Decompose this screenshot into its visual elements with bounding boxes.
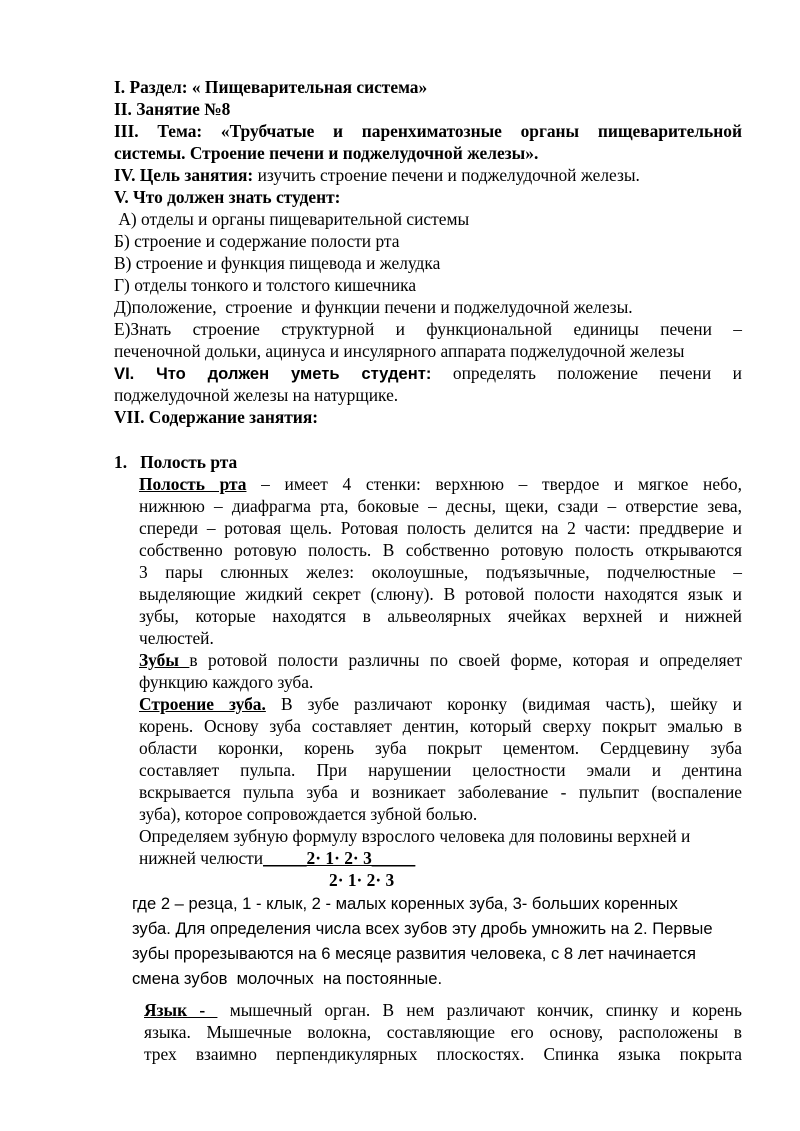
section-1-title: 1. Полость рта [114,452,238,472]
tooth-formula: нижней челюсти_____2· 1· 2· 3_____ [139,848,416,868]
formula-denominator: 2· 1· 2· 3 [329,870,395,890]
paragraph-line: выделяющие жидкий секрет (слюну). В ротовой полости находятся язык и [139,584,742,604]
content-heading: VII. Содержание занятия: [114,407,319,427]
paragraph-line: собственно ротовую полость. В собственно ротовую полость открываются [139,540,742,560]
paragraph-line: 3 пары слюнных желез: околоушные, подъязычные, подчелюстные – [139,562,742,582]
skills-line-2: поджелудочной железы на натурщике. [114,385,399,405]
skills-line: VI. Что должен уметь студент: определять положение печени и [114,363,742,383]
lesson-number: II. Занятие №8 [114,99,231,119]
paragraph-line: зуба), которое сопровождается зубной болью. [139,804,478,824]
legend-line: смена зубов молочных на постоянные. [132,969,443,988]
lesson-goal: IV. Цель занятия: изучить строение печени и поджелудочной железы. [114,165,640,185]
section-heading: I. Раздел: « Пищеварительная система» [114,77,428,97]
paragraph-line: спереди – ротовая щель. Ротовая полость делится на 2 части: преддверие и [139,518,742,538]
paragraph-line: нижнюю – диафрагма рта, боковые – десны, щеки, сзади – отверстие зева, [139,496,742,516]
paragraph-line: Зубы в ротовой полости различны по своей форме, которая и определяет [139,650,742,670]
formula-numerator: _____2· 1· 2· 3_____ [263,848,416,868]
paragraph-line: трех взаимно перпендикулярных плоскостях. Спинка языка покрыта [144,1044,742,1064]
paragraph-line: Строение зуба. В зубе различают коронку (видимая часть), шейку и [139,694,742,714]
legend-line: зубы прорезываются на 6 месяце развития человека, с 8 лет начинается [132,944,696,963]
paragraph-line: вскрывается пульпа зуба и возникает заболевание - пульпит (воспаление [139,782,742,802]
know-item: Д)положение, строение и функции печени и поджелудочной железы. [114,297,633,317]
topic-line-1: III. Тема: «Трубчатые и паренхиматозные органы пищеварительной [114,121,742,141]
know-item: Б) строение и содержание полости рта [114,231,400,251]
know-item: печеночной дольки, ацинуса и инсулярного аппарата поджелудочной железы [114,341,685,361]
paragraph-line: функцию каждого зуба. [139,672,314,692]
know-item: Е)Знать строение структурной и функциональной единицы печени – [114,319,742,339]
paragraph-line: Полость рта – имеет 4 стенки: верхнюю – твердое и мягкое небо, [139,474,742,494]
paragraph-line: Язык - мышечный орган. В нем различают кончик, спинку и корень [144,1000,742,1020]
paragraph-line: составляет пульпа. При нарушении целостности эмали и дентина [139,760,742,780]
topic-line-2: системы. Строение печени и поджелудочной железы». [114,143,539,163]
paragraph-line: языка. Мышечные волокна, составляющие его основу, расположены в [144,1022,742,1042]
legend-line: где 2 – резца, 1 - клык, 2 - малых коренных зуба, 3- больших коренных [132,894,678,913]
know-item: В) строение и функция пищевода и желудка [114,253,441,273]
formula-intro: Определяем зубную формулу взрослого человека для половины верхней и [139,826,691,846]
paragraph-line: зубы, которые находятся в альвеолярных ячейках верхней и нижней [139,606,742,626]
legend-line: зуба. Для определения числа всех зубов эту дробь умножить на 2. Первые [132,919,713,938]
paragraph-line: корень. Основу зуба составляет дентин, который сверху покрыт эмалью в [139,716,742,736]
know-item: Г) отделы тонкого и толстого кишечника [114,275,417,295]
know-heading: V. Что должен знать студент: [114,187,341,207]
know-item: А) отделы и органы пищеварительной системы [114,209,470,229]
paragraph-line: области коронки, корень зуба покрыт цементом. Сердцевину зуба [139,738,742,758]
paragraph-line: челюстей. [139,628,214,648]
